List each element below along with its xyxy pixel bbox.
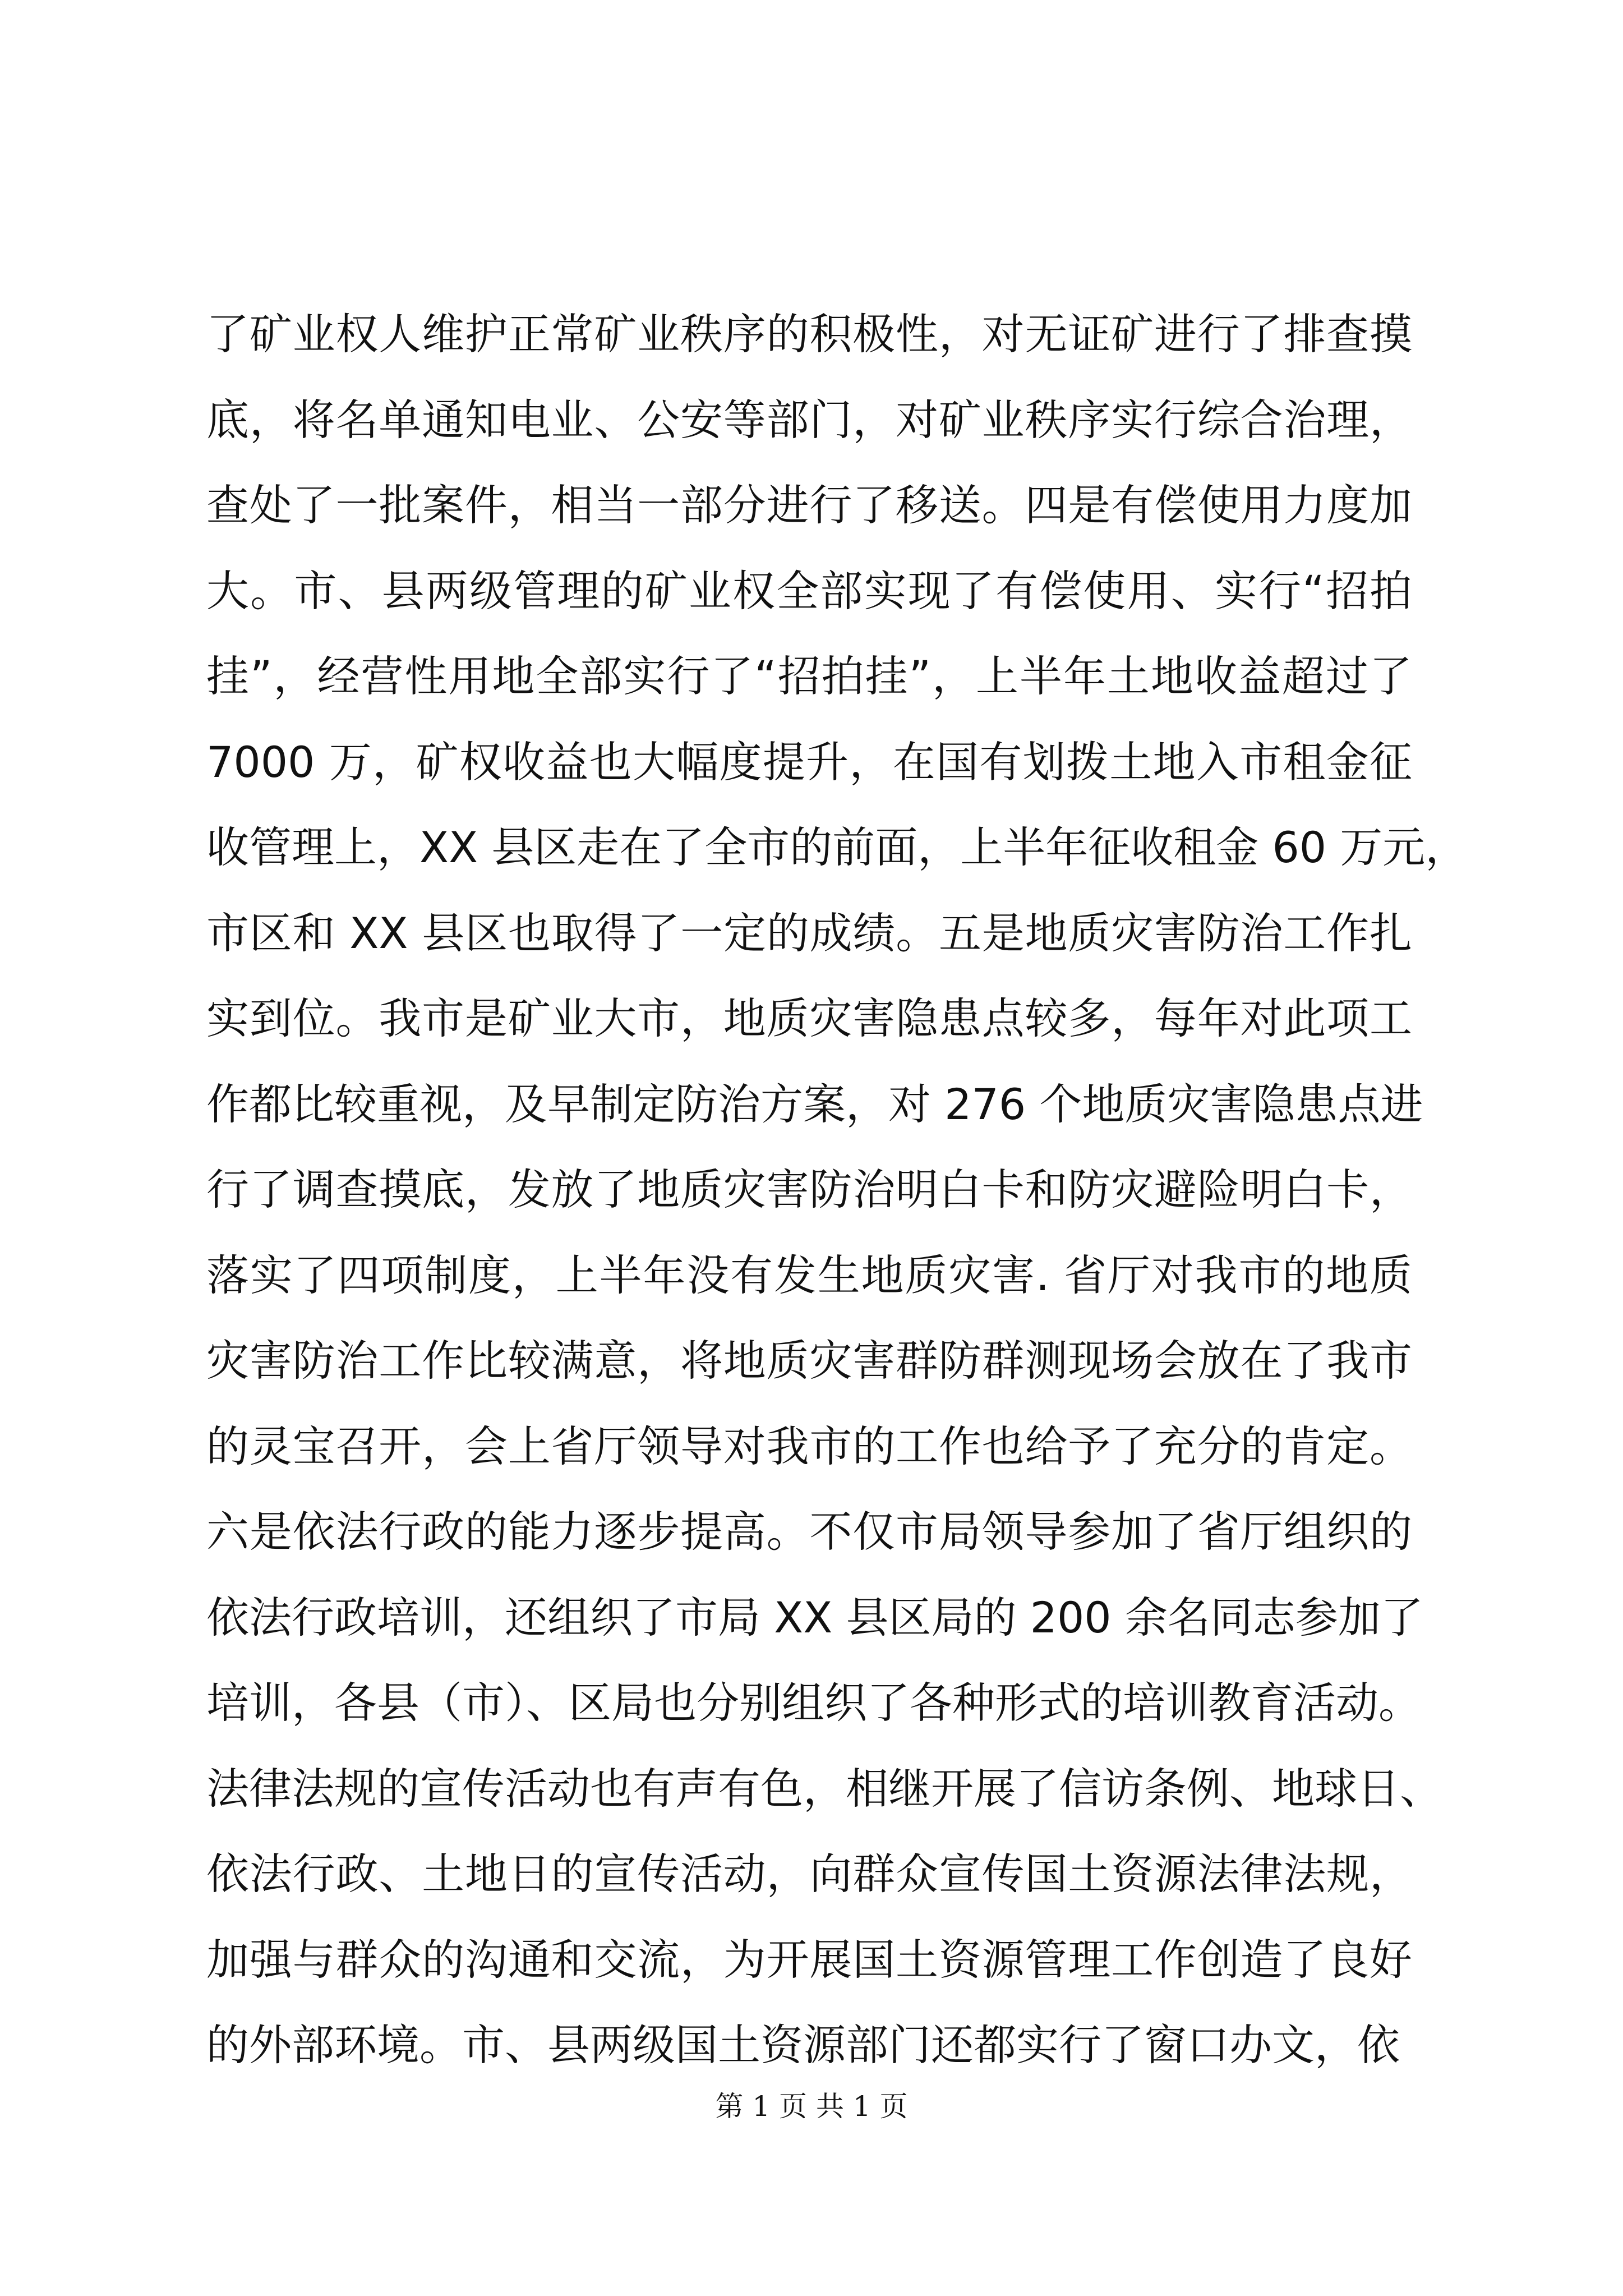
text-line-11: 行了调查摸底，发放了地质灾害防治明白卡和防灾避险明白卡， [206,1165,1412,1214]
text-line-12: 落实了四项制度，上半年没有发生地质灾害. 省厅对我市的地质 [206,1250,1412,1300]
page-number-label: 第 1 页 共 1 页 [715,2090,908,2123]
text-line-5: 挂”，经营性用地全部实行了“招拍挂”，上半年土地收益超过了 [206,651,1412,701]
text-line-7: 收管理上，XX 县区走在了全市的前面，上半年征收租金 60 万元， [206,822,1468,872]
text-line-18: 法律法规的宣传活动也有声有色，相继开展了信访条例、地球日、 [206,1763,1442,1814]
text-line-16: 依法行政培训，还组织了市局 XX 县区局的 200 余名同志参加了 [206,1592,1423,1642]
text-line-21: 的外部环境。市、县两级国土资源部门还都实行了窗口办文，依 [206,2020,1400,2070]
text-line-17: 培训，各县（市）、区局也分别组织了各种形式的培训教育活动。 [206,1678,1421,1728]
text-line-19: 依法行政、土地日的宣传活动，向群众宣传国土资源法律法规， [206,1849,1412,1899]
text-line-2: 底，将名单通知电业、公安等部门，对矿业秩序实行综合治理， [206,394,1412,445]
text-line-9: 实到位。我市是矿业大市，地质灾害隐患点较多，每年对此项工 [206,993,1412,1043]
text-line-10: 作都比较重视，及早制定防治方案，对 276 个地质灾害隐患点进 [206,1079,1423,1129]
page-footer [0,2087,1623,2126]
text-line-14: 的灵宝召开，会上省厅领导对我市的工作也给予了充分的肯定。 [206,1421,1412,1471]
text-line-6: 7000 万，矿权收益也大幅度提升，在国有划拨土地入市租金征 [206,737,1412,787]
text-line-13: 灾害防治工作比较满意，将地质灾害群防群测现场会放在了我市 [206,1336,1412,1386]
text-line-4: 大。市、县两级管理的矿业权全部实现了有偿使用、实行“招拍 [206,565,1412,616]
text-line-8: 市区和 XX 县区也取得了一定的成绩。五是地质灾害防治工作扎 [206,908,1412,958]
text-line-3: 查处了一批案件，相当一部分进行了移送。四是有偿使用力度加 [206,480,1412,530]
text-line-1: 了矿业权人维护正常矿业秩序的积极性，对无证矿进行了排查摸 [206,309,1412,359]
body-paragraph [206,292,1468,2088]
text-line-20: 加强与群众的沟通和交流，为开展国土资源管理工作创造了良好 [206,1934,1412,1985]
text-line-15: 六是依法行政的能力逐步提高。不仅市局领导参加了省厅组织的 [206,1507,1412,1557]
